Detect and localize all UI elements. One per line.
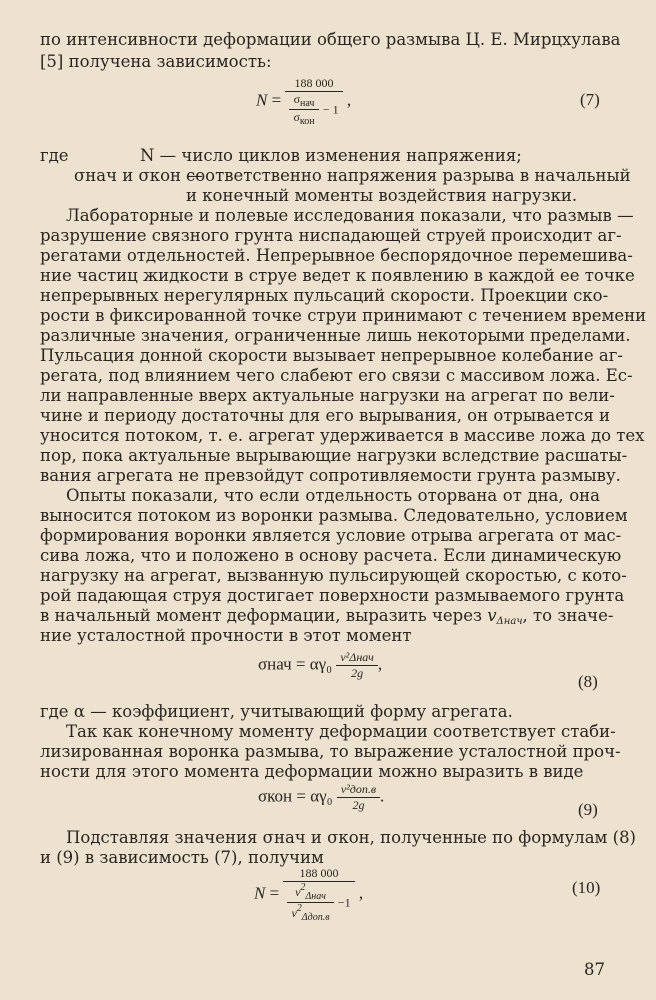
text-line: рой падающая струя достигает поверхности размываемого грунта (40, 586, 625, 605)
text-line: вания агрегата не превзойдут сопротивляемости грунта размыву. (40, 466, 621, 485)
n-definition: N — число циклов изменения напряжения; (140, 146, 522, 165)
sigma-definition: соответственно напряжения разрыва в начальный (186, 166, 631, 185)
text-line: регатами отдельностей. Непрерывное беспорядочное перемешива- (40, 246, 633, 265)
text-line: ние частиц жидкости в струе ведет к появлению в каждой ее точке (40, 266, 635, 285)
eq10-minus: −1 (337, 895, 351, 910)
eq7-lhs: N (256, 90, 268, 110)
text-line: ли направленные вверх актуальные нагрузки на агрегат по вели- (40, 386, 615, 405)
text-line: ние усталостной прочности в этот момент (40, 626, 412, 645)
text-line: Так как конечному моменту деформации соответствует стаби- (66, 722, 616, 741)
equation-number-8: (8) (578, 672, 598, 691)
eq10-denominator (283, 882, 354, 923)
eq7-inner-den: $\sigma_{кон}$ (293, 110, 315, 127)
v-delta-nach: $v_{\Delta нач}$ (487, 606, 523, 627)
text-line: рости в фиксированной точке струи принимают с течением времени (40, 306, 647, 325)
page-number: 87 (584, 960, 605, 979)
eq7-numerator: 188 000 (285, 76, 342, 92)
text-line: различные значения, ограниченные лишь некоторыми пределами. (40, 326, 631, 345)
text-line: по интенсивности деформации общего размыва Ц. Е. Мирцхулава (40, 30, 621, 49)
eq7-inner-fraction (289, 92, 318, 127)
eq7-minus: − 1 (322, 102, 339, 117)
text-line: нагрузку на агрегат, вызванную пульсирующей скоростью, с кото- (40, 566, 627, 585)
text-line: Пульсация донной скорости вызывает непрерывное колебание аг- (40, 346, 623, 365)
text-line: [5] получена зависимость: (40, 52, 272, 71)
equation-10: N = 188 000 $\frac{v^2_{\Delta нач}}{v^2_{\Delta доп.в}}$ −1 , (254, 866, 364, 923)
text-line: Опыты показали, что если отдельность оторвана от дна, она (66, 486, 600, 505)
equation-9: σкон = αγ₀ $\frac{\text{v²доп.в}}{2g}$ . (258, 782, 385, 812)
eq7-fraction (285, 76, 342, 127)
equation-number-9: (9) (578, 800, 598, 819)
eq10-inner-fraction (287, 882, 333, 923)
eq8-fraction (336, 650, 378, 681)
text-line: регата, под влиянием чего слабеют его связи с массивом ложа. Ес- (40, 366, 633, 385)
text-line: сива ложа, что и положено в основу расчета. Если динамическую (40, 546, 622, 565)
eq8-numerator: v²Δнач (336, 650, 378, 666)
equation-8: σнач = αγ₀ $\frac{\text{v²Δнач}}{2g}$ , (258, 650, 383, 680)
text-line: в начальный момент деформации, выразить через $v_{\Delta нач}$, то значе- (40, 606, 614, 627)
eq7-denominator (285, 92, 342, 127)
equation-number-7: (7) (580, 90, 600, 109)
text-line: уносится потоком, т. е. агрегат удерживается в массиве ложа до тех (40, 426, 645, 445)
text-line: формирования воронки является условие отрыва агрегата от мас- (40, 526, 622, 545)
text-line: пор, пока актуальные вырывающие нагрузки вследствие расшаты- (40, 446, 628, 465)
equation-7: N = 188 000 $\frac{\sigma_{нач}}{\sigma_{кон}}$ − 1 , (256, 76, 352, 127)
alpha-definition: где α — коэффициент, учитывающий форму агрегата. (40, 702, 513, 721)
sigma-label: σнач и σкон — (74, 166, 203, 185)
text-line: лизированная воронка размыва, то выражение усталостной проч- (40, 742, 621, 761)
text-line: разрушение связного грунта ниспадающей струей происходит аг- (40, 226, 622, 245)
eq10-numerator: 188 000 (283, 866, 354, 882)
where-label: где (40, 146, 69, 165)
eq10-inner-den: $v^2_{\Delta доп.в}$ (291, 903, 330, 923)
text-line: Лабораторные и полевые исследования показали, что размыв — (66, 206, 634, 225)
text-line: непрерывных нерегулярных пульсаций скорости. Проекции ско- (40, 286, 609, 305)
eq10-inner-num: $v^2_{\Delta нач}$ (287, 882, 333, 903)
eq9-numerator: v²доп.в (337, 782, 380, 798)
eq8-denominator: 2g (351, 666, 364, 680)
text-line: и (9) в зависимость (7), получим (40, 848, 324, 867)
equation-number-10: (10) (572, 878, 601, 897)
eq7-inner-num: $\sigma_{нач}$ (289, 92, 318, 110)
text-line: выносится потоком из воронки размыва. Следовательно, условием (40, 506, 628, 525)
text-line: Подставляя значения σнач и σкон, полученные по формулам (8) (66, 828, 636, 847)
text-line: чине и периоду достаточны для его вырывания, он отрывается и (40, 406, 611, 425)
eq10-fraction (283, 866, 354, 923)
sigma-definition: и конечный моменты воздействия нагрузки. (186, 186, 578, 205)
text-line: ности для этого момента деформации можно выразить в виде (40, 762, 584, 781)
eq9-denominator: 2g (352, 798, 365, 812)
eq9-fraction (337, 782, 380, 813)
